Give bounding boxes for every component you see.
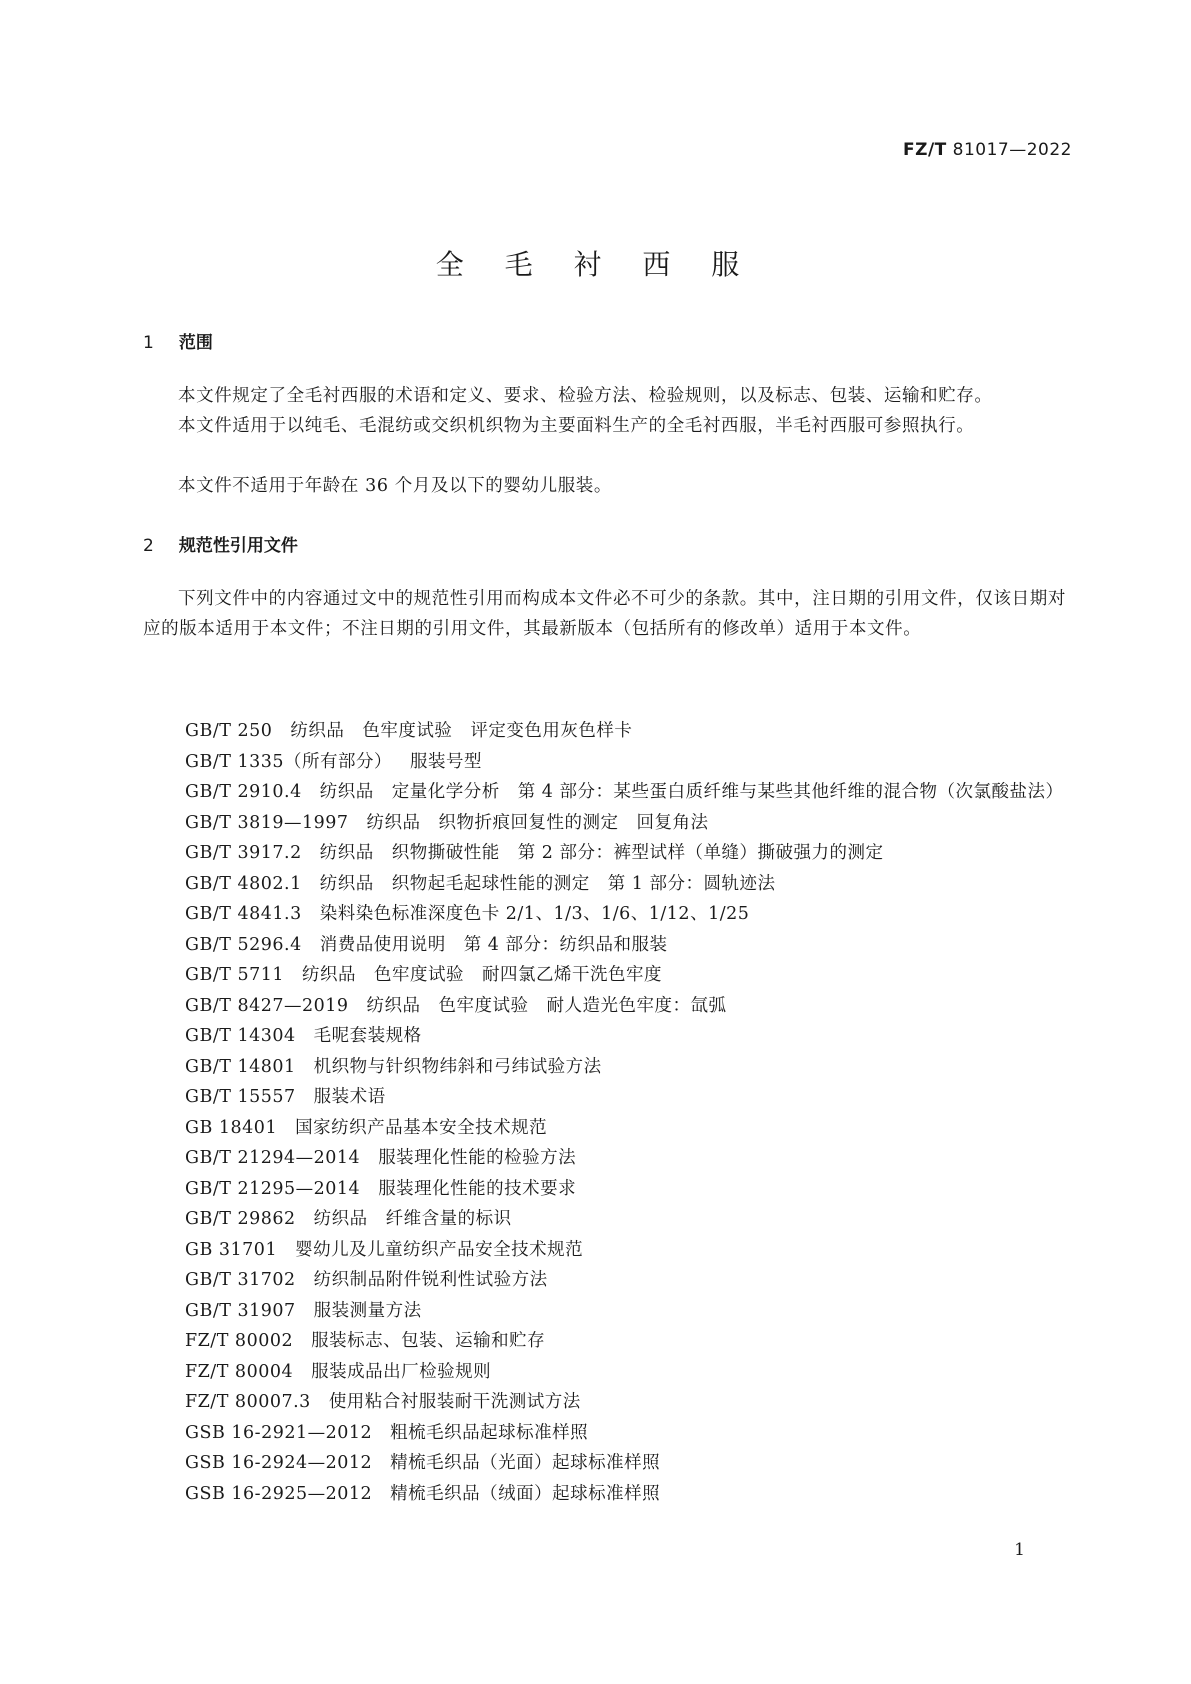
reference-item [185, 1082, 1075, 1113]
reference-item [185, 991, 1075, 1022]
reference-item [185, 808, 1075, 839]
reference-title: 服装号型 [410, 751, 483, 772]
reference-code: GB/T 4802.1 [185, 873, 302, 894]
reference-title: 纺织制品附件锐利性试验方法 [313, 1270, 548, 1290]
reference-code: GB/T 15557 [185, 1087, 296, 1107]
reference-code: GB/T 31907 [185, 1300, 296, 1321]
reference-item [143, 777, 1066, 808]
paragraph-scope-2: 本文件适用于以纯毛、毛混纺或交织机织物为主要面料生产的全毛衬西服，半毛衬西服可参照执行。 [178, 415, 975, 436]
reference-code: GSB 16-2925—2012 [185, 1483, 373, 1504]
reference-title: 精梳毛织品（绒面）起球标准样照 [390, 1483, 661, 1504]
reference-item [185, 1418, 1075, 1449]
reference-item [185, 1021, 1075, 1052]
paragraph-scope-1: 本文件规定了全毛衬西服的术语和定义、要求、检验方法、检验规则，以及标志、包装、运输和贮存。 [178, 385, 993, 406]
reference-title: 机织物与针织物纬斜和弓纬试验方法 [313, 1056, 602, 1077]
reference-item [185, 960, 1075, 991]
reference-code: GB/T 31702 [185, 1270, 296, 1290]
reference-title: 纺织品 织物起毛起球性能的测定 第 1 部分：圆轨迹法 [319, 873, 776, 894]
reference-item [185, 1357, 1075, 1388]
reference-code: GB/T 5711 [185, 965, 285, 985]
reference-code: FZ/T 80004 [185, 1361, 294, 1382]
reference-title: 纺织品 织物撕破性能 第 2 部分：裤型试样（单缝）撕破强力的测定 [319, 843, 884, 863]
reference-title: 服装测量方法 [313, 1300, 422, 1321]
reference-item [185, 1174, 1075, 1205]
reference-item [185, 1479, 1075, 1510]
reference-item [185, 1052, 1075, 1083]
reference-code: FZ/T 80007.3 [185, 1392, 311, 1412]
reference-item [185, 1235, 1075, 1266]
document-title: 全 毛 衬 西 服 [435, 248, 756, 281]
reference-item [185, 716, 1075, 747]
reference-code: GB/T 2910.4 [185, 782, 302, 802]
reference-item [185, 1143, 1075, 1174]
reference-item [185, 1296, 1075, 1327]
reference-code: GB/T 29862 [185, 1209, 296, 1229]
reference-code: FZ/T 80002 [185, 1331, 294, 1351]
reference-title: 服装理化性能的检验方法 [378, 1148, 577, 1168]
reference-title: 粗梳毛织品起球标准样照 [390, 1422, 589, 1443]
reference-code: GB 31701 [185, 1239, 278, 1260]
page-number: 1 [1014, 1540, 1025, 1560]
reference-item [185, 1448, 1075, 1479]
reference-title: 国家纺织产品基本安全技术规范 [295, 1117, 548, 1138]
section-title: 规范性引用文件 [178, 536, 298, 556]
reference-title: 纺织品 色牢度试验 耐四氯乙烯干洗色牢度 [302, 965, 663, 985]
reference-code: GB/T 1335（所有部分） [185, 751, 393, 772]
reference-title: 毛呢套装规格 [313, 1026, 422, 1046]
document-code [903, 140, 1072, 160]
reference-item [185, 838, 1075, 869]
reference-code: GSB 16-2921—2012 [185, 1422, 373, 1443]
reference-item [185, 1113, 1075, 1144]
section-heading-scope [143, 328, 213, 353]
reference-code: GB/T 21295—2014 [185, 1178, 361, 1199]
section-number: 1 [143, 333, 154, 353]
reference-title: 精梳毛织品（光面）起球标准样照 [390, 1453, 661, 1473]
section-title: 范围 [178, 333, 213, 353]
reference-item [185, 747, 1075, 778]
reference-list [185, 716, 1075, 1509]
paragraph-normative-references: 下列文件中的内容通过文中的规范性引用而构成本文件必不可少的条款。其中，注日期的引用文件，仅该日期对应的版本适用于本文件；不注日期的引用文件，其最新版本（包括所有的修改单）适用于本文件。 [143, 588, 1066, 639]
reference-title: 纺织品 定量化学分析 第 4 部分：某些蛋白质纤维与某些其他纤维的混合物（次氯酸盐法） [319, 782, 1064, 802]
reference-code: GB 18401 [185, 1117, 278, 1138]
reference-item [185, 899, 1075, 930]
reference-code: GB/T 14304 [185, 1026, 296, 1046]
reference-code: GSB 16-2924—2012 [185, 1453, 373, 1473]
reference-code: GB/T 3917.2 [185, 843, 302, 863]
reference-title: 服装标志、包装、运输和贮存 [311, 1331, 546, 1351]
reference-item [185, 1326, 1075, 1357]
reference-title: 使用粘合衬服装耐干洗测试方法 [328, 1392, 581, 1412]
section-number: 2 [143, 536, 154, 556]
reference-title: 服装成品出厂检验规则 [311, 1361, 492, 1382]
reference-code: GB/T 4841.3 [185, 904, 302, 924]
reference-title: 纺织品 色牢度试验 耐人造光色牢度：氙弧 [366, 995, 727, 1016]
reference-title: 纺织品 色牢度试验 评定变色用灰色样卡 [290, 721, 633, 741]
reference-code: GB/T 5296.4 [185, 934, 302, 955]
reference-title: 服装术语 [313, 1087, 386, 1107]
reference-item [185, 869, 1075, 900]
reference-item [185, 1387, 1075, 1418]
reference-title: 纺织品 织物折痕回复性的测定 回复角法 [366, 812, 709, 833]
reference-title: 消费品使用说明 第 4 部分：纺织品和服装 [319, 934, 668, 955]
reference-item [185, 1265, 1075, 1296]
reference-title: 染料染色标准深度色卡 2/1、1/3、1/6、1/12、1/25 [319, 904, 750, 924]
reference-code: GB/T 3819—1997 [185, 812, 349, 833]
section-heading-normative-references [143, 531, 298, 556]
paragraph-scope-3: 本文件不适用于年龄在 36 个月及以下的婴幼儿服装。 [178, 475, 612, 496]
document-code-prefix: FZ/T [903, 140, 947, 160]
reference-code: GB/T 250 [185, 721, 273, 741]
reference-title: 服装理化性能的技术要求 [378, 1178, 577, 1199]
reference-title: 纺织品 纤维含量的标识 [313, 1209, 512, 1229]
reference-item [185, 930, 1075, 961]
document-code-number: 81017—2022 [952, 140, 1072, 160]
reference-title: 婴幼儿及儿童纺织产品安全技术规范 [295, 1239, 584, 1260]
reference-code: GB/T 14801 [185, 1056, 296, 1077]
reference-item [185, 1204, 1075, 1235]
reference-code: GB/T 21294—2014 [185, 1148, 361, 1168]
reference-code: GB/T 8427—2019 [185, 995, 349, 1016]
